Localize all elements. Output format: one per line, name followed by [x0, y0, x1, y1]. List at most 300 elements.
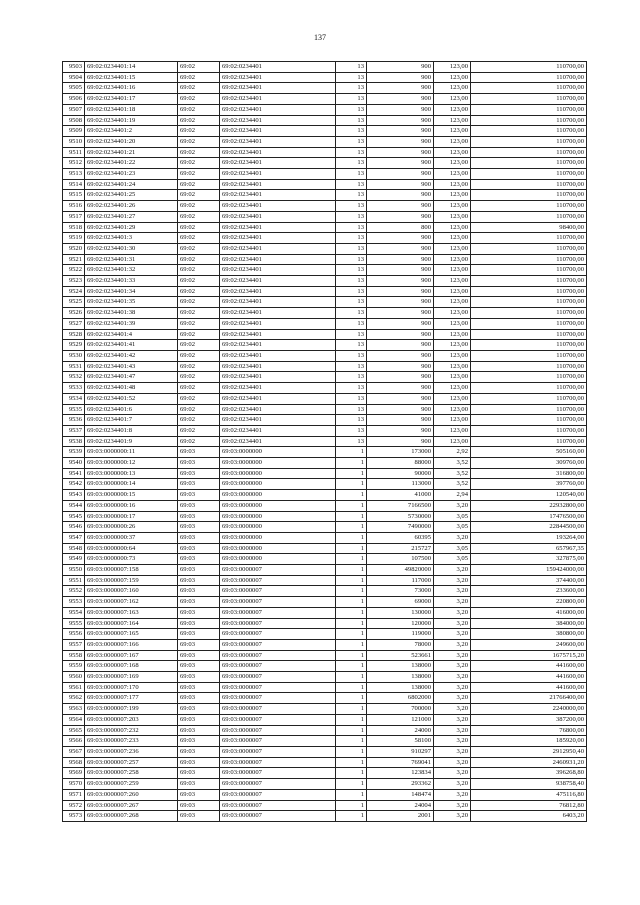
cadastral-value-cell: 309760,00 [471, 458, 587, 469]
cadastral-number-cell: 69:02:0234401:38 [85, 308, 178, 319]
area-cell: 900 [367, 126, 434, 137]
district-code-cell: 69:02 [178, 233, 220, 244]
category-code-cell: 13 [336, 265, 367, 276]
cadastral-quarter-cell: 69:03:0000007 [220, 618, 336, 629]
area-cell: 117000 [367, 575, 434, 586]
category-code-cell: 1 [336, 458, 367, 469]
area-cell: 293362 [367, 779, 434, 790]
table-row [63, 800, 587, 811]
district-code-cell: 69:02 [178, 147, 220, 158]
category-code-cell: 13 [336, 361, 367, 372]
row-number-cell: 9551 [63, 575, 85, 586]
cadastral-quarter-cell: 69:03:0000007 [220, 661, 336, 672]
category-code-cell: 1 [336, 597, 367, 608]
cadastral-quarter-cell: 69:03:0000007 [220, 693, 336, 704]
area-cell: 900 [367, 158, 434, 169]
specific-value-cell: 123,00 [434, 136, 471, 147]
specific-value-cell: 123,00 [434, 425, 471, 436]
cadastral-value-cell: 110700,00 [471, 383, 587, 394]
specific-value-cell: 3,05 [434, 543, 471, 554]
cadastral-number-cell: 69:03:0000007:168 [85, 661, 178, 672]
specific-value-cell: 123,00 [434, 393, 471, 404]
specific-value-cell: 3,20 [434, 639, 471, 650]
specific-value-cell: 123,00 [434, 372, 471, 383]
district-code-cell: 69:02 [178, 383, 220, 394]
cadastral-value-cell: 110700,00 [471, 329, 587, 340]
district-code-cell: 69:02 [178, 158, 220, 169]
category-code-cell: 1 [336, 629, 367, 640]
area-cell: 900 [367, 329, 434, 340]
category-code-cell: 13 [336, 372, 367, 383]
cadastral-value-cell: 17476500,00 [471, 511, 587, 522]
table-row [63, 522, 587, 533]
specific-value-cell: 2,94 [434, 490, 471, 501]
cadastral-quarter-cell: 69:03:0000000 [220, 479, 336, 490]
cadastral-number-cell: 69:02:0234401:29 [85, 222, 178, 233]
table-row [63, 768, 587, 779]
table-row [63, 597, 587, 608]
cadastral-quarter-cell: 69:03:0000007 [220, 779, 336, 790]
cadastral-number-cell: 69:02:0234401:33 [85, 276, 178, 287]
cadastral-value-cell: 110700,00 [471, 72, 587, 83]
cadastral-number-cell: 69:03:0000000:64 [85, 543, 178, 554]
table-row [63, 115, 587, 126]
row-number-cell: 9535 [63, 404, 85, 415]
specific-value-cell: 3,20 [434, 693, 471, 704]
area-cell: 215727 [367, 543, 434, 554]
district-code-cell: 69:03 [178, 672, 220, 683]
specific-value-cell: 2,92 [434, 447, 471, 458]
category-code-cell: 13 [336, 233, 367, 244]
cadastral-number-cell: 69:03:0000000:37 [85, 532, 178, 543]
cadastral-quarter-cell: 69:02:0234401 [220, 425, 336, 436]
district-code-cell: 69:03 [178, 458, 220, 469]
row-number-cell: 9507 [63, 104, 85, 115]
district-code-cell: 69:02 [178, 308, 220, 319]
cadastral-value-cell: 110700,00 [471, 201, 587, 212]
cadastral-value-cell: 110700,00 [471, 393, 587, 404]
area-cell: 138000 [367, 661, 434, 672]
area-cell: 148474 [367, 789, 434, 800]
category-code-cell: 13 [336, 286, 367, 297]
row-number-cell: 9544 [63, 500, 85, 511]
cadastral-value-cell: 2912950,40 [471, 747, 587, 758]
district-code-cell: 69:03 [178, 682, 220, 693]
cadastral-number-cell: 69:02:0234401:17 [85, 94, 178, 105]
district-code-cell: 69:03 [178, 779, 220, 790]
table-row [63, 650, 587, 661]
cadastral-value-cell: 159424000,00 [471, 565, 587, 576]
cadastral-quarter-cell: 69:02:0234401 [220, 104, 336, 115]
district-code-cell: 69:03 [178, 757, 220, 768]
row-number-cell: 9527 [63, 318, 85, 329]
table-row [63, 565, 587, 576]
cadastral-quarter-cell: 69:02:0234401 [220, 350, 336, 361]
category-code-cell: 1 [336, 532, 367, 543]
cadastral-quarter-cell: 69:02:0234401 [220, 265, 336, 276]
row-number-cell: 9540 [63, 458, 85, 469]
row-number-cell: 9541 [63, 468, 85, 479]
district-code-cell: 69:03 [178, 768, 220, 779]
category-code-cell: 13 [336, 297, 367, 308]
table-row [63, 297, 587, 308]
row-number-cell: 9513 [63, 169, 85, 180]
cadastral-quarter-cell: 69:02:0234401 [220, 243, 336, 254]
district-code-cell: 69:03 [178, 543, 220, 554]
specific-value-cell: 3,20 [434, 672, 471, 683]
category-code-cell: 1 [336, 522, 367, 533]
district-code-cell: 69:02 [178, 265, 220, 276]
area-cell: 130000 [367, 607, 434, 618]
row-number-cell: 9565 [63, 725, 85, 736]
area-cell: 2001 [367, 811, 434, 822]
district-code-cell: 69:03 [178, 661, 220, 672]
cadastral-number-cell: 69:03:0000007:160 [85, 586, 178, 597]
category-code-cell: 13 [336, 425, 367, 436]
table-row [63, 94, 587, 105]
cadastral-value-cell: 110700,00 [471, 254, 587, 265]
area-cell: 138000 [367, 682, 434, 693]
row-number-cell: 9552 [63, 586, 85, 597]
area-cell: 900 [367, 350, 434, 361]
cadastral-number-cell: 69:03:0000007:268 [85, 811, 178, 822]
category-code-cell: 13 [336, 169, 367, 180]
district-code-cell: 69:03 [178, 811, 220, 822]
cadastral-value-cell: 110700,00 [471, 425, 587, 436]
cadastral-value-cell: 6403,20 [471, 811, 587, 822]
cadastral-quarter-cell: 69:03:0000000 [220, 500, 336, 511]
cadastral-value-cell: 110700,00 [471, 243, 587, 254]
cadastral-value-cell: 120540,00 [471, 490, 587, 501]
area-cell: 107500 [367, 554, 434, 565]
specific-value-cell: 3,20 [434, 682, 471, 693]
district-code-cell: 69:03 [178, 490, 220, 501]
district-code-cell: 69:02 [178, 211, 220, 222]
cadastral-number-cell: 69:02:0234401:24 [85, 179, 178, 190]
cadastral-quarter-cell: 69:03:0000007 [220, 629, 336, 640]
category-code-cell: 13 [336, 190, 367, 201]
specific-value-cell: 123,00 [434, 286, 471, 297]
area-cell: 800 [367, 222, 434, 233]
category-code-cell: 13 [336, 254, 367, 265]
district-code-cell: 69:03 [178, 532, 220, 543]
row-number-cell: 9529 [63, 340, 85, 351]
cadastral-number-cell: 69:02:0234401:42 [85, 350, 178, 361]
category-code-cell: 1 [336, 768, 367, 779]
specific-value-cell: 3,52 [434, 468, 471, 479]
cadastral-quarter-cell: 69:03:0000007 [220, 565, 336, 576]
cadastral-quarter-cell: 69:03:0000007 [220, 789, 336, 800]
specific-value-cell: 3,20 [434, 768, 471, 779]
table-row [63, 179, 587, 190]
district-code-cell: 69:02 [178, 126, 220, 137]
area-cell: 173000 [367, 447, 434, 458]
district-code-cell: 69:02 [178, 436, 220, 447]
cadastral-number-cell: 69:03:0000007:162 [85, 597, 178, 608]
category-code-cell: 13 [336, 115, 367, 126]
cadastral-value-cell: 441600,00 [471, 661, 587, 672]
district-code-cell: 69:03 [178, 789, 220, 800]
cadastral-quarter-cell: 69:02:0234401 [220, 404, 336, 415]
specific-value-cell: 3,20 [434, 575, 471, 586]
cadastral-quarter-cell: 69:02:0234401 [220, 115, 336, 126]
category-code-cell: 1 [336, 607, 367, 618]
specific-value-cell: 3,20 [434, 800, 471, 811]
cadastral-number-cell: 69:03:0000007:177 [85, 693, 178, 704]
cadastral-value-cell: 110700,00 [471, 318, 587, 329]
specific-value-cell: 123,00 [434, 72, 471, 83]
specific-value-cell: 3,20 [434, 565, 471, 576]
category-code-cell: 1 [336, 811, 367, 822]
row-number-cell: 9558 [63, 650, 85, 661]
category-code-cell: 1 [336, 575, 367, 586]
row-number-cell: 9515 [63, 190, 85, 201]
category-code-cell: 1 [336, 490, 367, 501]
specific-value-cell: 123,00 [434, 147, 471, 158]
cadastral-quarter-cell: 69:03:0000007 [220, 607, 336, 618]
cadastral-quarter-cell: 69:02:0234401 [220, 126, 336, 137]
district-code-cell: 69:02 [178, 179, 220, 190]
table-row [63, 629, 587, 640]
category-code-cell: 1 [336, 725, 367, 736]
specific-value-cell: 123,00 [434, 94, 471, 105]
category-code-cell: 13 [336, 318, 367, 329]
district-code-cell: 69:03 [178, 468, 220, 479]
row-number-cell: 9536 [63, 415, 85, 426]
cadastral-value-cell: 110700,00 [471, 169, 587, 180]
category-code-cell: 1 [336, 586, 367, 597]
table-row [63, 447, 587, 458]
district-code-cell: 69:03 [178, 693, 220, 704]
specific-value-cell: 3,20 [434, 532, 471, 543]
area-cell: 119000 [367, 629, 434, 640]
cadastral-number-cell: 69:03:0000007:163 [85, 607, 178, 618]
category-code-cell: 1 [336, 704, 367, 715]
area-cell: 900 [367, 169, 434, 180]
district-code-cell: 69:02 [178, 201, 220, 212]
area-cell: 900 [367, 147, 434, 158]
specific-value-cell: 3,05 [434, 522, 471, 533]
district-code-cell: 69:03 [178, 607, 220, 618]
cadastral-quarter-cell: 69:02:0234401 [220, 201, 336, 212]
cadastral-quarter-cell: 69:02:0234401 [220, 286, 336, 297]
cadastral-value-cell: 110700,00 [471, 350, 587, 361]
table-row [63, 329, 587, 340]
cadastral-quarter-cell: 69:03:0000007 [220, 586, 336, 597]
cadastral-quarter-cell: 69:02:0234401 [220, 222, 336, 233]
area-cell: 78000 [367, 639, 434, 650]
category-code-cell: 13 [336, 136, 367, 147]
cadastral-number-cell: 69:02:0234401:14 [85, 62, 178, 73]
table-row [63, 682, 587, 693]
area-cell: 900 [367, 340, 434, 351]
row-number-cell: 9525 [63, 297, 85, 308]
cadastral-number-cell: 69:03:0000007:260 [85, 789, 178, 800]
cadastral-value-cell: 110700,00 [471, 136, 587, 147]
row-number-cell: 9524 [63, 286, 85, 297]
specific-value-cell: 123,00 [434, 350, 471, 361]
cadastral-value-cell: 76800,00 [471, 725, 587, 736]
specific-value-cell: 123,00 [434, 83, 471, 94]
category-code-cell: 1 [336, 800, 367, 811]
category-code-cell: 1 [336, 543, 367, 554]
table-row [63, 736, 587, 747]
row-number-cell: 9526 [63, 308, 85, 319]
district-code-cell: 69:02 [178, 62, 220, 73]
district-code-cell: 69:02 [178, 340, 220, 351]
cadastral-value-cell: 110700,00 [471, 83, 587, 94]
row-number-cell: 9559 [63, 661, 85, 672]
cadastral-quarter-cell: 69:02:0234401 [220, 169, 336, 180]
cadastral-number-cell: 69:03:0000000:17 [85, 511, 178, 522]
district-code-cell: 69:03 [178, 747, 220, 758]
category-code-cell: 1 [336, 447, 367, 458]
table-row [63, 404, 587, 415]
table-row [63, 265, 587, 276]
table-row [63, 532, 587, 543]
table-row [63, 575, 587, 586]
area-cell: 58100 [367, 736, 434, 747]
cadastral-number-cell: 69:02:0234401:32 [85, 265, 178, 276]
specific-value-cell: 123,00 [434, 222, 471, 233]
area-cell: 60395 [367, 532, 434, 543]
cadastral-value-cell: 22932800,00 [471, 500, 587, 511]
specific-value-cell: 3,20 [434, 789, 471, 800]
cadastral-number-cell: 69:03:0000007:236 [85, 747, 178, 758]
row-number-cell: 9567 [63, 747, 85, 758]
cadastral-number-cell: 69:03:0000000:26 [85, 522, 178, 533]
cadastral-number-cell: 69:02:0234401:43 [85, 361, 178, 372]
row-number-cell: 9514 [63, 179, 85, 190]
table-row [63, 308, 587, 319]
category-code-cell: 13 [336, 179, 367, 190]
district-code-cell: 69:02 [178, 318, 220, 329]
area-cell: 900 [367, 415, 434, 426]
cadastral-quarter-cell: 69:03:0000007 [220, 575, 336, 586]
row-number-cell: 9561 [63, 682, 85, 693]
row-number-cell: 9509 [63, 126, 85, 137]
cadastral-number-cell: 69:03:0000000:73 [85, 554, 178, 565]
cadastral-number-cell: 69:02:0234401:15 [85, 72, 178, 83]
cadastral-quarter-cell: 69:03:0000007 [220, 725, 336, 736]
row-number-cell: 9534 [63, 393, 85, 404]
row-number-cell: 9545 [63, 511, 85, 522]
category-code-cell: 13 [336, 147, 367, 158]
category-code-cell: 1 [336, 661, 367, 672]
specific-value-cell: 3,20 [434, 704, 471, 715]
cadastral-number-cell: 69:02:0234401:48 [85, 383, 178, 394]
category-code-cell: 13 [336, 126, 367, 137]
cadastral-quarter-cell: 69:03:0000000 [220, 554, 336, 565]
row-number-cell: 9508 [63, 115, 85, 126]
cadastral-value-cell: 110700,00 [471, 104, 587, 115]
row-number-cell: 9573 [63, 811, 85, 822]
district-code-cell: 69:02 [178, 222, 220, 233]
specific-value-cell: 123,00 [434, 211, 471, 222]
category-code-cell: 1 [336, 500, 367, 511]
cadastral-value-cell: 110700,00 [471, 404, 587, 415]
table-row [63, 350, 587, 361]
category-code-cell: 13 [336, 158, 367, 169]
cadastral-quarter-cell: 69:02:0234401 [220, 233, 336, 244]
area-cell: 900 [367, 276, 434, 287]
table-row [63, 714, 587, 725]
specific-value-cell: 123,00 [434, 361, 471, 372]
cadastral-number-cell: 69:02:0234401:18 [85, 104, 178, 115]
cadastral-quarter-cell: 69:03:0000007 [220, 672, 336, 683]
row-number-cell: 9554 [63, 607, 85, 618]
row-number-cell: 9533 [63, 383, 85, 394]
row-number-cell: 9546 [63, 522, 85, 533]
cadastral-number-cell: 69:02:0234401:21 [85, 147, 178, 158]
table-row [63, 639, 587, 650]
table-row [63, 126, 587, 137]
table-row [63, 169, 587, 180]
area-cell: 900 [367, 308, 434, 319]
cadastral-quarter-cell: 69:03:0000007 [220, 597, 336, 608]
cadastral-value-cell: 22844500,00 [471, 522, 587, 533]
row-number-cell: 9530 [63, 350, 85, 361]
category-code-cell: 13 [336, 340, 367, 351]
table-row [63, 511, 587, 522]
cadastral-value-cell: 110700,00 [471, 297, 587, 308]
cadastral-number-cell: 69:02:0234401:25 [85, 190, 178, 201]
cadastral-quarter-cell: 69:03:0000007 [220, 800, 336, 811]
area-cell: 900 [367, 383, 434, 394]
row-number-cell: 9549 [63, 554, 85, 565]
table-row [63, 554, 587, 565]
table-row [63, 693, 587, 704]
specific-value-cell: 123,00 [434, 276, 471, 287]
cadastral-number-cell: 69:03:0000007:257 [85, 757, 178, 768]
district-code-cell: 69:03 [178, 500, 220, 511]
district-code-cell: 69:03 [178, 639, 220, 650]
district-code-cell: 69:03 [178, 554, 220, 565]
table-row [63, 83, 587, 94]
area-cell: 121000 [367, 714, 434, 725]
table-row [63, 607, 587, 618]
cadastral-number-cell: 69:02:0234401:2 [85, 126, 178, 137]
specific-value-cell: 123,00 [434, 318, 471, 329]
area-cell: 73000 [367, 586, 434, 597]
cadastral-quarter-cell: 69:03:0000007 [220, 757, 336, 768]
row-number-cell: 9543 [63, 490, 85, 501]
cadastral-number-cell: 69:02:0234401:41 [85, 340, 178, 351]
table-row [63, 468, 587, 479]
specific-value-cell: 3,20 [434, 586, 471, 597]
cadastral-number-cell: 69:03:0000000:12 [85, 458, 178, 469]
district-code-cell: 69:03 [178, 629, 220, 640]
table-row [63, 415, 587, 426]
table-row [63, 383, 587, 394]
specific-value-cell: 3,20 [434, 725, 471, 736]
district-code-cell: 69:02 [178, 254, 220, 265]
district-code-cell: 69:02 [178, 104, 220, 115]
district-code-cell: 69:02 [178, 190, 220, 201]
area-cell: 900 [367, 243, 434, 254]
row-number-cell: 9566 [63, 736, 85, 747]
category-code-cell: 13 [336, 94, 367, 105]
cadastral-number-cell: 69:02:0234401:26 [85, 201, 178, 212]
row-number-cell: 9538 [63, 436, 85, 447]
category-code-cell: 1 [336, 618, 367, 629]
specific-value-cell: 123,00 [434, 297, 471, 308]
table-row [63, 211, 587, 222]
category-code-cell: 13 [336, 308, 367, 319]
area-cell: 769041 [367, 757, 434, 768]
specific-value-cell: 3,20 [434, 500, 471, 511]
district-code-cell: 69:03 [178, 511, 220, 522]
